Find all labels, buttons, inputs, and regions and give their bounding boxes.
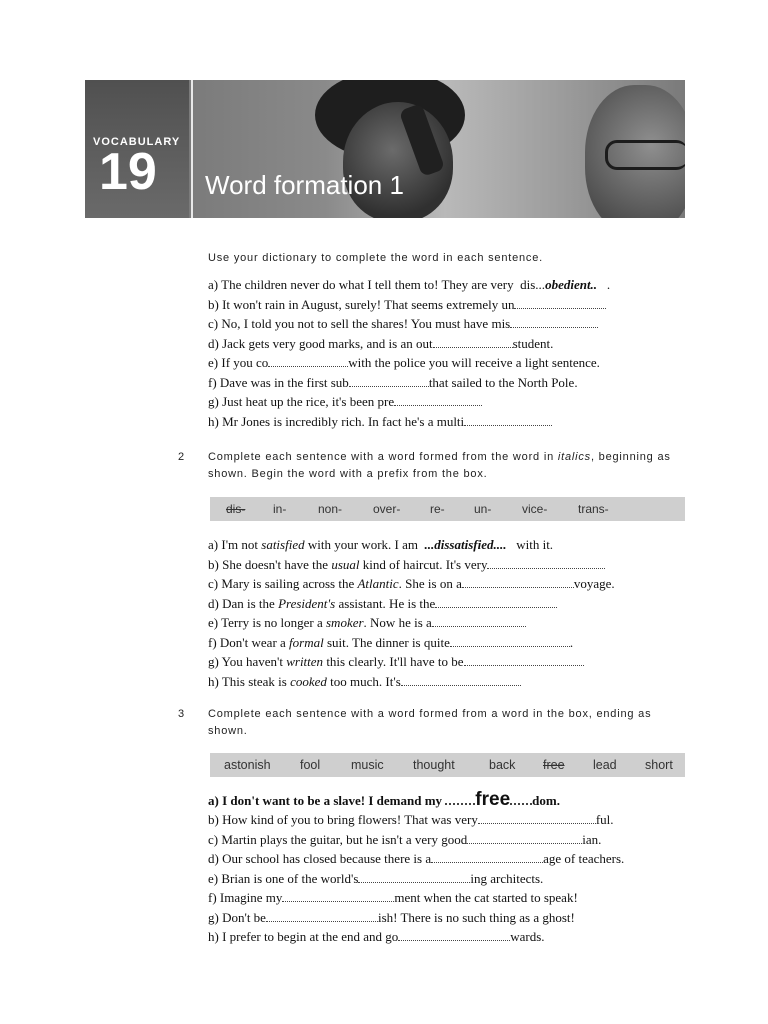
- item-text: How kind of you to bring flowers! That was very: [222, 812, 478, 827]
- instruction-italic: italics: [557, 451, 591, 463]
- list-item: [208, 888, 688, 908]
- item-text: . She is on a: [398, 576, 462, 591]
- box-word: trans-: [578, 502, 609, 516]
- box-word: un-: [474, 502, 492, 516]
- item-text: suit. The dinner is quite: [326, 634, 450, 650]
- item-letter: d): [208, 851, 219, 866]
- answer-blank[interactable]: [349, 374, 429, 387]
- item-text-after: dom.: [532, 793, 560, 808]
- item-text: She doesn't have the: [222, 556, 329, 572]
- section1-instruction: Use your dictionary to complete the word in each sentence.: [208, 252, 543, 264]
- prefix-box: [210, 497, 685, 521]
- item-text: If you co: [221, 355, 269, 370]
- list-item: [208, 594, 688, 614]
- answer-blank[interactable]: [394, 393, 482, 406]
- item-text: Just heat up the rice, it's been pre: [222, 394, 395, 409]
- answer-blank: [510, 791, 532, 805]
- answer-blank[interactable]: [282, 889, 394, 902]
- item-letter: f): [208, 374, 217, 390]
- list-item: [208, 574, 688, 594]
- item-letter: f): [208, 890, 217, 905]
- item-text-after: ing architects.: [470, 870, 544, 886]
- italic-word: President's: [278, 595, 336, 611]
- box-word: music: [351, 758, 384, 772]
- item-letter: e): [208, 870, 219, 886]
- word-box: [210, 753, 685, 777]
- item-text-after: ian.: [582, 831, 602, 847]
- item-text-after: with it.: [516, 537, 554, 552]
- answer-blank[interactable]: [268, 354, 348, 367]
- answer-blank[interactable]: [464, 653, 584, 666]
- list-item: [208, 849, 688, 869]
- item-text: Martin plays the guitar, but he isn't a very good: [221, 831, 468, 847]
- unit-category: VOCABULARY: [93, 136, 181, 148]
- list-item: [208, 314, 688, 334]
- item-letter: h): [208, 929, 219, 944]
- item-letter: g): [208, 394, 219, 409]
- answer-blank[interactable]: [431, 850, 543, 863]
- item-letter: d): [208, 335, 219, 351]
- item-text: assistant. He is the: [338, 595, 436, 611]
- item-letter: g): [208, 654, 219, 669]
- unit-number: 19: [99, 143, 157, 201]
- item-text-after: ish! There is no such thing as a ghost!: [377, 909, 575, 925]
- section3-instruction: Complete each sentence with a word formed from a word in the box, ending as shown.: [208, 708, 652, 737]
- item-text: too much. It's: [330, 673, 401, 689]
- box-word: thought: [413, 758, 455, 772]
- box-word: dis-: [226, 502, 246, 516]
- glasses-icon: [605, 140, 685, 170]
- item-text: Don't be: [222, 909, 266, 925]
- list-item: [208, 633, 688, 653]
- list-item: [208, 830, 688, 850]
- list-item: [208, 810, 688, 830]
- list-item: [208, 392, 688, 412]
- item-letter: e): [208, 355, 219, 370]
- section2-number: 2: [178, 451, 185, 463]
- item-text: this clearly. It'll have to be: [326, 654, 464, 669]
- item-text: Mary is sailing across the: [221, 576, 355, 591]
- item-letter: a): [208, 277, 219, 292]
- section3-number: 3: [178, 708, 185, 720]
- item-text-after: student.: [512, 335, 554, 351]
- item-text: kind of haircut. It's very: [362, 556, 488, 572]
- item-letter: h): [208, 673, 219, 689]
- answer-blank[interactable]: [478, 811, 596, 824]
- item-text: I don't want to be a slave! I demand my: [222, 793, 443, 808]
- list-item: [208, 275, 688, 295]
- item-text: No, I told you not to sell the shares! You must have mis: [221, 316, 511, 331]
- box-word: vice-: [522, 502, 548, 516]
- list-item: [208, 353, 688, 373]
- item-text: Mr Jones is incredibly rich. In fact he's a multi: [222, 413, 465, 429]
- answer-blank[interactable]: [435, 595, 557, 608]
- item-text: Dave was in the first sub: [219, 374, 349, 390]
- box-word: back: [489, 758, 516, 772]
- item-text-after: .: [569, 634, 574, 650]
- section3-list: [208, 790, 688, 947]
- list-item: [208, 412, 688, 432]
- list-item: [208, 373, 688, 393]
- list-item: [208, 295, 688, 315]
- item-text: . Now he is a: [363, 615, 432, 630]
- item-text: It won't rain in August, surely! That seems extremely un: [222, 296, 515, 312]
- item-text: Imagine my: [219, 890, 283, 905]
- italic-word: formal: [289, 634, 324, 650]
- item-letter: c): [208, 576, 219, 591]
- item-letter: a): [208, 537, 219, 552]
- item-text: Dan is the: [222, 595, 275, 611]
- italic-word: satisfied: [261, 537, 305, 552]
- answer-blank[interactable]: [487, 556, 605, 569]
- item-text-after: that sailed to the North Pole.: [428, 374, 578, 390]
- item-letter: g): [208, 909, 219, 925]
- example-answer: obedient..: [545, 277, 598, 292]
- item-letter: e): [208, 615, 219, 630]
- section1-list: [208, 275, 688, 431]
- answer-blank[interactable]: [467, 831, 582, 844]
- example-answer: free: [475, 789, 511, 810]
- example-answer: ...dissatisfied....: [424, 537, 507, 552]
- list-item: [208, 652, 688, 672]
- box-word: lead: [593, 758, 617, 772]
- list-item: [208, 908, 688, 928]
- box-word: short: [645, 758, 673, 772]
- list-item: [208, 535, 688, 555]
- item-text-after: .: [606, 277, 611, 292]
- item-text-after: ful.: [595, 812, 614, 827]
- instruction-text: Complete each sentence with a word formed from the word in: [208, 451, 554, 463]
- item-text: I prefer to begin at the end and go: [222, 929, 399, 944]
- list-item: [208, 790, 688, 810]
- item-text: Jack gets very good marks, and is an out: [222, 335, 433, 351]
- instruction-text: , beginning as shown. Begin the word with a prefix from the box.: [208, 451, 671, 480]
- item-text: Brian is one of the world's: [221, 870, 359, 886]
- answer-blank[interactable]: [462, 575, 574, 588]
- box-word: astonish: [224, 758, 271, 772]
- banner-divider: [191, 80, 193, 218]
- answer-blank[interactable]: [450, 634, 570, 647]
- item-letter: h): [208, 413, 219, 429]
- box-word: non-: [318, 502, 343, 516]
- item-text: I'm not: [221, 537, 259, 552]
- answer-blank[interactable]: [401, 673, 521, 686]
- answer-blank[interactable]: [514, 296, 606, 309]
- answer-blank[interactable]: [358, 870, 470, 883]
- item-text-after: age of teachers.: [543, 851, 625, 866]
- item-text-after: voyage.: [573, 576, 615, 591]
- list-item: [208, 869, 688, 889]
- item-text-after: with the police you will receive a light sentence.: [348, 355, 600, 370]
- list-item: [208, 613, 688, 633]
- list-item: [208, 672, 688, 692]
- box-word: over-: [373, 502, 401, 516]
- answer-blank[interactable]: [266, 909, 378, 922]
- item-letter: b): [208, 556, 219, 572]
- answer-blank[interactable]: [464, 413, 552, 426]
- section2-list: [208, 535, 688, 691]
- page-title: Word formation 1: [205, 170, 404, 200]
- answer-blank[interactable]: [432, 614, 526, 627]
- item-text-after: wards.: [510, 929, 545, 944]
- item-letter: c): [208, 831, 219, 847]
- item-text: with your work. I am: [307, 537, 418, 552]
- item-letter: b): [208, 812, 219, 827]
- item-text: Terry is no longer a: [221, 615, 323, 630]
- section2-instruction: [208, 449, 688, 483]
- answer-blank[interactable]: [433, 335, 513, 348]
- box-word: re-: [430, 502, 445, 516]
- italic-word: usual: [331, 556, 360, 572]
- answer-blank[interactable]: [398, 928, 510, 941]
- box-word: free: [543, 758, 565, 772]
- item-letter: f): [208, 634, 217, 650]
- box-word: in-: [273, 502, 287, 516]
- list-item: [208, 555, 688, 575]
- box-word: fool: [300, 758, 321, 772]
- answer-blank: [445, 791, 475, 805]
- item-text: You haven't: [221, 654, 283, 669]
- header-banner: [85, 80, 685, 218]
- italic-word: written: [286, 654, 324, 669]
- item-letter: c): [208, 316, 219, 331]
- italic-word: Atlantic: [357, 576, 399, 591]
- item-text: The children never do what I tell them to! They are very: [221, 277, 514, 292]
- item-text-after: ment when the cat started to speak!: [394, 890, 578, 905]
- answer-blank[interactable]: [510, 315, 598, 328]
- item-text: This steak is: [221, 673, 287, 689]
- item-letter: d): [208, 595, 219, 611]
- item-letter: a): [208, 793, 219, 808]
- item-text: Don't wear a: [219, 634, 286, 650]
- italic-word: cooked: [290, 673, 327, 689]
- list-item: [208, 334, 688, 354]
- item-text: Our school has closed because there is a: [222, 851, 432, 866]
- item-letter: b): [208, 296, 219, 312]
- item-prefix: dis...: [520, 277, 546, 292]
- list-item: [208, 927, 688, 947]
- italic-word: smoker: [326, 615, 364, 630]
